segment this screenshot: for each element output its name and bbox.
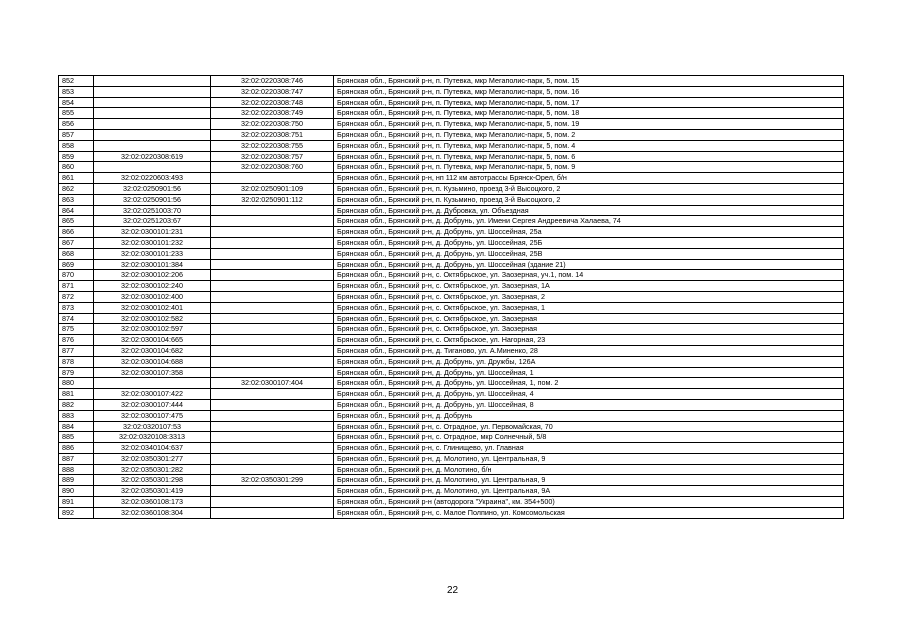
land-cadastral-number-cell: 32:02:0320108:3313 [94,432,211,443]
table-row [59,421,844,432]
building-cadastral-number-cell [211,302,334,313]
address-cell: Брянская обл., Брянский р-н, п. Путевка, мкр Мегаполис-парк, 5, пом. 2 [334,129,844,140]
row-number-cell: 883 [59,410,94,421]
address-cell: Брянская обл., Брянский р-н, нп 112 км автотрассы Брянск-Орел, б/н [334,173,844,184]
row-number-cell: 866 [59,227,94,238]
cadastral-table [58,75,844,519]
row-number-cell: 861 [59,173,94,184]
land-cadastral-number-cell [94,140,211,151]
building-cadastral-number-cell [211,367,334,378]
row-number-cell: 871 [59,281,94,292]
building-cadastral-number-cell [211,313,334,324]
building-cadastral-number-cell [211,507,334,518]
row-number-cell: 853 [59,86,94,97]
table-row [59,183,844,194]
address-cell: Брянская обл., Брянский р-н, д. Добрунь, ул. Дружбы, 126А [334,356,844,367]
row-number-cell: 864 [59,205,94,216]
table-row [59,475,844,486]
table-row [59,302,844,313]
building-cadastral-number-cell [211,335,334,346]
table-row [59,367,844,378]
table-row [59,313,844,324]
land-cadastral-number-cell: 32:02:0300102:582 [94,313,211,324]
building-cadastral-number-cell [211,453,334,464]
land-cadastral-number-cell: 32:02:0300107:444 [94,399,211,410]
address-cell: Брянская обл., Брянский р-н, д. Тиганово, ул. А.Миненко, 28 [334,345,844,356]
building-cadastral-number-cell: 32:02:0220308:751 [211,129,334,140]
row-number-cell: 870 [59,270,94,281]
address-cell: Брянская обл., Брянский р-н, с. Октябрьское, ул. Нагорная, 23 [334,335,844,346]
table-row [59,205,844,216]
building-cadastral-number-cell: 32:02:0250901:112 [211,194,334,205]
row-number-cell: 887 [59,453,94,464]
row-number-cell: 892 [59,507,94,518]
table-body [59,76,844,519]
address-cell: Брянская обл., Брянский р-н, с. Октябрьское, ул. Заозерная, 2 [334,291,844,302]
building-cadastral-number-cell [211,432,334,443]
row-number-cell: 878 [59,356,94,367]
land-cadastral-number-cell: 32:02:0350301:277 [94,453,211,464]
building-cadastral-number-cell [211,259,334,270]
land-cadastral-number-cell: 32:02:0320107:53 [94,421,211,432]
building-cadastral-number-cell [211,410,334,421]
row-number-cell: 854 [59,97,94,108]
table-row [59,248,844,259]
table-row [59,443,844,454]
table-row [59,270,844,281]
row-number-cell: 868 [59,248,94,259]
address-cell: Брянская обл., Брянский р-н, д. Молотино, б/н [334,464,844,475]
building-cadastral-number-cell: 32:02:0220308:757 [211,151,334,162]
building-cadastral-number-cell: 32:02:0220308:750 [211,119,334,130]
land-cadastral-number-cell: 32:02:0360108:173 [94,497,211,508]
table-row [59,86,844,97]
row-number-cell: 873 [59,302,94,313]
land-cadastral-number-cell: 32:02:0300102:240 [94,281,211,292]
address-cell: Брянская обл., Брянский р-н, п. Путевка, мкр Мегаполис-парк, 5, пом. 6 [334,151,844,162]
building-cadastral-number-cell: 32:02:0350301:299 [211,475,334,486]
address-cell: Брянская обл., Брянский р-н, п. Кузьмино, проезд 3-й Высоцкого, 2 [334,194,844,205]
address-cell: Брянская обл., Брянский р-н (автодорога "Украина", км. 354+500) [334,497,844,508]
table-row [59,378,844,389]
address-cell: Брянская обл., Брянский р-н, п. Путевка, мкр Мегаполис-парк, 5, пом. 9 [334,162,844,173]
land-cadastral-number-cell: 32:02:0350301:419 [94,486,211,497]
table-row [59,345,844,356]
building-cadastral-number-cell [211,205,334,216]
building-cadastral-number-cell: 32:02:0220308:760 [211,162,334,173]
land-cadastral-number-cell: 32:02:0300107:422 [94,389,211,400]
building-cadastral-number-cell: 32:02:0250901:109 [211,183,334,194]
land-cadastral-number-cell [94,129,211,140]
land-cadastral-number-cell: 32:02:0350301:282 [94,464,211,475]
address-cell: Брянская обл., Брянский р-н, д. Добрунь, ул. Шоссейная, 25а [334,227,844,238]
land-cadastral-number-cell: 32:02:0300101:232 [94,237,211,248]
building-cadastral-number-cell [211,497,334,508]
address-cell: Брянская обл., Брянский р-н, с. Октябрьское, ул. Заозерная, 1А [334,281,844,292]
table-row [59,227,844,238]
table-row [59,119,844,130]
address-cell: Брянская обл., Брянский р-н, п. Кузьмино, проезд 3-й Высоцкого, 2 [334,183,844,194]
table-row [59,497,844,508]
building-cadastral-number-cell [211,345,334,356]
building-cadastral-number-cell: 32:02:0220308:746 [211,76,334,87]
address-cell: Брянская обл., Брянский р-н, п. Путевка, мкр Мегаполис-парк, 5, пом. 16 [334,86,844,97]
table-row [59,194,844,205]
table-row [59,486,844,497]
address-cell: Брянская обл., Брянский р-н, д. Добрунь, ул. Шоссейная, 25В [334,248,844,259]
land-cadastral-number-cell: 32:02:0300101:384 [94,259,211,270]
address-cell: Брянская обл., Брянский р-н, д. Молотино, ул. Центральная, 9 [334,453,844,464]
table-row [59,129,844,140]
building-cadastral-number-cell [211,324,334,335]
table-row [59,335,844,346]
address-cell: Брянская обл., Брянский р-н, д. Добрунь, ул. Шоссейная, 1 [334,367,844,378]
row-number-cell: 865 [59,216,94,227]
address-cell: Брянская обл., Брянский р-н, с. Октябрьское, ул. Заозерная, 1 [334,302,844,313]
row-number-cell: 884 [59,421,94,432]
address-cell: Брянская обл., Брянский р-н, д. Добрунь, ул. Шоссейная, 8 [334,399,844,410]
address-cell: Брянская обл., Брянский р-н, д. Добрунь [334,410,844,421]
land-cadastral-number-cell: 32:02:0300102:206 [94,270,211,281]
table-row [59,140,844,151]
land-cadastral-number-cell [94,76,211,87]
building-cadastral-number-cell: 32:02:0220308:747 [211,86,334,97]
row-number-cell: 882 [59,399,94,410]
row-number-cell: 877 [59,345,94,356]
address-cell: Брянская обл., Брянский р-н, д. Добрунь, ул. Шоссейная (здание 21) [334,259,844,270]
address-cell: Брянская обл., Брянский р-н, с. Отрадное, ул. Первомайская, 70 [334,421,844,432]
row-number-cell: 891 [59,497,94,508]
row-number-cell: 852 [59,76,94,87]
address-cell: Брянская обл., Брянский р-н, с. Октябрьское, ул. Заозерная [334,324,844,335]
land-cadastral-number-cell [94,108,211,119]
land-cadastral-number-cell: 32:02:0300101:233 [94,248,211,259]
row-number-cell: 886 [59,443,94,454]
building-cadastral-number-cell [211,270,334,281]
row-number-cell: 879 [59,367,94,378]
building-cadastral-number-cell [211,464,334,475]
row-number-cell: 859 [59,151,94,162]
land-cadastral-number-cell [94,119,211,130]
address-cell: Брянская обл., Брянский р-н, д. Добрунь, ул. Шоссейная, 25Б [334,237,844,248]
building-cadastral-number-cell [211,356,334,367]
row-number-cell: 881 [59,389,94,400]
address-cell: Брянская обл., Брянский р-н, п. Путевка, мкр Мегаполис-парк, 5, пом. 18 [334,108,844,119]
table-row [59,291,844,302]
building-cadastral-number-cell: 32:02:0220308:749 [211,108,334,119]
address-cell: Брянская обл., Брянский р-н, д. Добрунь, ул. Имени Сергея Андреевича Халаева, 74 [334,216,844,227]
row-number-cell: 869 [59,259,94,270]
row-number-cell: 876 [59,335,94,346]
building-cadastral-number-cell [211,486,334,497]
land-cadastral-number-cell: 32:02:0300104:665 [94,335,211,346]
land-cadastral-number-cell: 32:02:0300102:597 [94,324,211,335]
address-cell: Брянская обл., Брянский р-н, п. Путевка, мкр Мегаполис-парк, 5, пом. 15 [334,76,844,87]
row-number-cell: 890 [59,486,94,497]
land-cadastral-number-cell [94,378,211,389]
row-number-cell: 885 [59,432,94,443]
table-row [59,216,844,227]
row-number-cell: 888 [59,464,94,475]
address-cell: Брянская обл., Брянский р-н, д. Дубровка, ул. Объездная [334,205,844,216]
table-row [59,399,844,410]
table-row [59,453,844,464]
building-cadastral-number-cell [211,399,334,410]
table-row [59,410,844,421]
land-cadastral-number-cell: 32:02:0220603:493 [94,173,211,184]
address-cell: Брянская обл., Брянский р-н, д. Добрунь, ул. Шоссейная, 1, пом. 2 [334,378,844,389]
land-cadastral-number-cell: 32:02:0250901:56 [94,183,211,194]
table-row [59,162,844,173]
row-number-cell: 855 [59,108,94,119]
building-cadastral-number-cell [211,443,334,454]
land-cadastral-number-cell: 32:02:0350301:298 [94,475,211,486]
table-row [59,356,844,367]
building-cadastral-number-cell [211,237,334,248]
address-cell: Брянская обл., Брянский р-н, п. Путевка, мкр Мегаполис-парк, 5, пом. 19 [334,119,844,130]
row-number-cell: 862 [59,183,94,194]
table-row [59,151,844,162]
land-cadastral-number-cell: 32:02:0300107:358 [94,367,211,378]
address-cell: Брянская обл., Брянский р-н, с. Октябрьское, ул. Заозерная [334,313,844,324]
row-number-cell: 889 [59,475,94,486]
row-number-cell: 880 [59,378,94,389]
table-row [59,324,844,335]
table-row [59,237,844,248]
address-cell: Брянская обл., Брянский р-н, д. Молотино, ул. Центральная, 9 [334,475,844,486]
page-number: 22 [446,585,459,596]
land-cadastral-number-cell: 32:02:0300104:682 [94,345,211,356]
row-number-cell: 874 [59,313,94,324]
land-cadastral-number-cell: 32:02:0300107:475 [94,410,211,421]
table-row [59,108,844,119]
land-cadastral-number-cell [94,97,211,108]
address-cell: Брянская обл., Брянский р-н, п. Путевка, мкр Мегаполис-парк, 5, пом. 17 [334,97,844,108]
land-cadastral-number-cell: 32:02:0300104:688 [94,356,211,367]
building-cadastral-number-cell: 32:02:0300107:404 [211,378,334,389]
table-row [59,507,844,518]
row-number-cell: 857 [59,129,94,140]
building-cadastral-number-cell: 32:02:0220308:748 [211,97,334,108]
address-cell: Брянская обл., Брянский р-н, с. Октябрьское, ул. Заозерная, уч.1, пом. 14 [334,270,844,281]
address-cell: Брянская обл., Брянский р-н, с. Отрадное, мкр Солнечный, 5/8 [334,432,844,443]
row-number-cell: 860 [59,162,94,173]
address-cell: Брянская обл., Брянский р-н, с. Малое Полпино, ул. Комсомольская [334,507,844,518]
table-row [59,97,844,108]
land-cadastral-number-cell: 32:02:0251003:70 [94,205,211,216]
building-cadastral-number-cell [211,227,334,238]
land-cadastral-number-cell: 32:02:0250901:56 [94,194,211,205]
land-cadastral-number-cell: 32:02:0300101:231 [94,227,211,238]
building-cadastral-number-cell: 32:02:0220308:755 [211,140,334,151]
land-cadastral-number-cell: 32:02:0360108:304 [94,507,211,518]
land-cadastral-number-cell [94,162,211,173]
table-row [59,432,844,443]
row-number-cell: 875 [59,324,94,335]
land-cadastral-number-cell [94,86,211,97]
table-row [59,464,844,475]
table-row [59,173,844,184]
table-row [59,281,844,292]
row-number-cell: 867 [59,237,94,248]
building-cadastral-number-cell [211,281,334,292]
building-cadastral-number-cell [211,291,334,302]
table-row [59,389,844,400]
building-cadastral-number-cell [211,216,334,227]
land-cadastral-number-cell: 32:02:0300102:401 [94,302,211,313]
address-cell: Брянская обл., Брянский р-н, п. Путевка, мкр Мегаполис-парк, 5, пом. 4 [334,140,844,151]
address-cell: Брянская обл., Брянский р-н, д. Добрунь, ул. Шоссейная, 4 [334,389,844,400]
row-number-cell: 856 [59,119,94,130]
row-number-cell: 858 [59,140,94,151]
address-cell: Брянская обл., Брянский р-н, с. Глинищево, ул. Главная [334,443,844,454]
row-number-cell: 863 [59,194,94,205]
row-number-cell: 872 [59,291,94,302]
land-cadastral-number-cell: 32:02:0220308:619 [94,151,211,162]
land-cadastral-number-cell: 32:02:0300102:400 [94,291,211,302]
building-cadastral-number-cell [211,248,334,259]
building-cadastral-number-cell [211,389,334,400]
address-cell: Брянская обл., Брянский р-н, д. Молотино, ул. Центральная, 9А [334,486,844,497]
table-row [59,76,844,87]
land-cadastral-number-cell: 32:02:0340104:637 [94,443,211,454]
land-cadastral-number-cell: 32:02:0251203:67 [94,216,211,227]
table-row [59,259,844,270]
building-cadastral-number-cell [211,173,334,184]
building-cadastral-number-cell [211,421,334,432]
